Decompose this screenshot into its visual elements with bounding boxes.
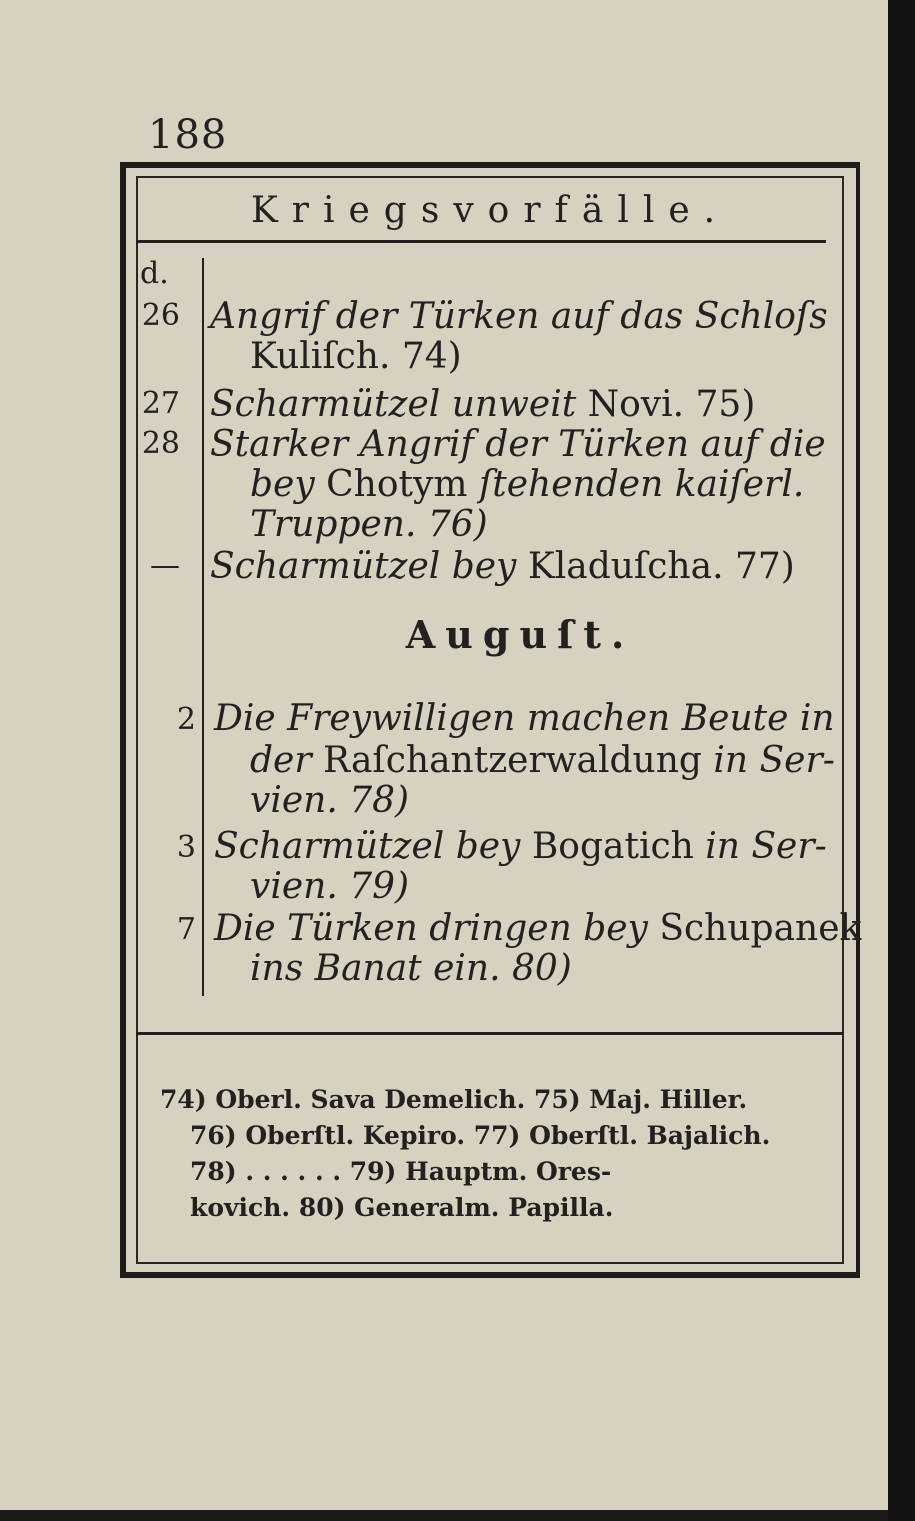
entry-line: ins Banat ein. 80) bbox=[250, 948, 572, 989]
entry-place: Raſchantzerwaldung bbox=[323, 740, 702, 781]
footnote-rule bbox=[136, 1032, 844, 1035]
entry-day: 26 bbox=[141, 298, 180, 333]
entry-place: Chotym bbox=[326, 464, 468, 505]
entry-line bbox=[214, 908, 861, 950]
entry-line bbox=[210, 384, 755, 426]
entry-day: 3 bbox=[176, 830, 196, 865]
footnote-line: kovich. 80) Generalm. Papilla. bbox=[190, 1193, 614, 1222]
entry-line: Kuliſch. 74) bbox=[250, 336, 462, 377]
entry-line bbox=[214, 826, 827, 868]
entry-day: 2 bbox=[176, 702, 196, 737]
month-heading: Auguſt. bbox=[405, 612, 635, 657]
book-spine-shadow bbox=[888, 0, 915, 1521]
entry-line bbox=[250, 740, 835, 782]
entry-text: Scharmützel bey bbox=[210, 546, 517, 587]
entry-place: Novi. 75) bbox=[576, 384, 756, 425]
entry-text: Scharmützel bey bbox=[214, 826, 532, 867]
footnotes bbox=[160, 1082, 830, 1226]
entry-place: Schupanek bbox=[659, 908, 862, 949]
entry-line: Truppen. 76) bbox=[250, 504, 488, 545]
footnote-line: 78) . . . . . . 79) Hauptm. Ores- bbox=[190, 1157, 612, 1186]
footnote-line: 76) Oberſtl. Kepiro. 77) Oberſtl. Bajalich. bbox=[190, 1121, 771, 1150]
entry-text: in Ser- bbox=[693, 826, 827, 867]
entry-day: 28 bbox=[141, 426, 180, 461]
entry-text: in Ser- bbox=[701, 740, 835, 781]
entry-line: Angrif der Türken auf das Schloſs bbox=[210, 296, 828, 337]
day-column-header: d. bbox=[140, 256, 169, 291]
title-rule bbox=[136, 240, 826, 243]
entry-line: vien. 78) bbox=[250, 780, 410, 821]
entry-line bbox=[250, 464, 804, 506]
entry-day: — bbox=[150, 548, 180, 583]
entry-line bbox=[210, 546, 795, 588]
footnote-line: 74) Oberl. Sava Demelich. 75) Maj. Hiller. bbox=[160, 1085, 748, 1114]
page-title: Kriegsvorfälle. bbox=[250, 190, 730, 231]
entry-line: vien. 79) bbox=[250, 866, 410, 907]
entry-text: ſtehenden kaiſerl. bbox=[467, 464, 805, 505]
page-number: 188 bbox=[148, 112, 228, 158]
entry-text: Scharmützel unweit bbox=[210, 384, 577, 425]
entry-text: Die Türken dringen bey bbox=[214, 908, 660, 949]
entry-text: bey bbox=[250, 464, 327, 505]
entry-line: Starker Angrif der Türken auf die bbox=[210, 424, 826, 465]
entry-line: Die Freywilligen machen Beute in bbox=[214, 698, 835, 739]
entry-place: Kladuſcha. 77) bbox=[516, 546, 795, 587]
entry-place: Bogatich bbox=[531, 826, 694, 867]
entry-text: der bbox=[250, 740, 324, 781]
entry-day: 27 bbox=[141, 386, 180, 421]
entry-day: 7 bbox=[176, 912, 196, 947]
